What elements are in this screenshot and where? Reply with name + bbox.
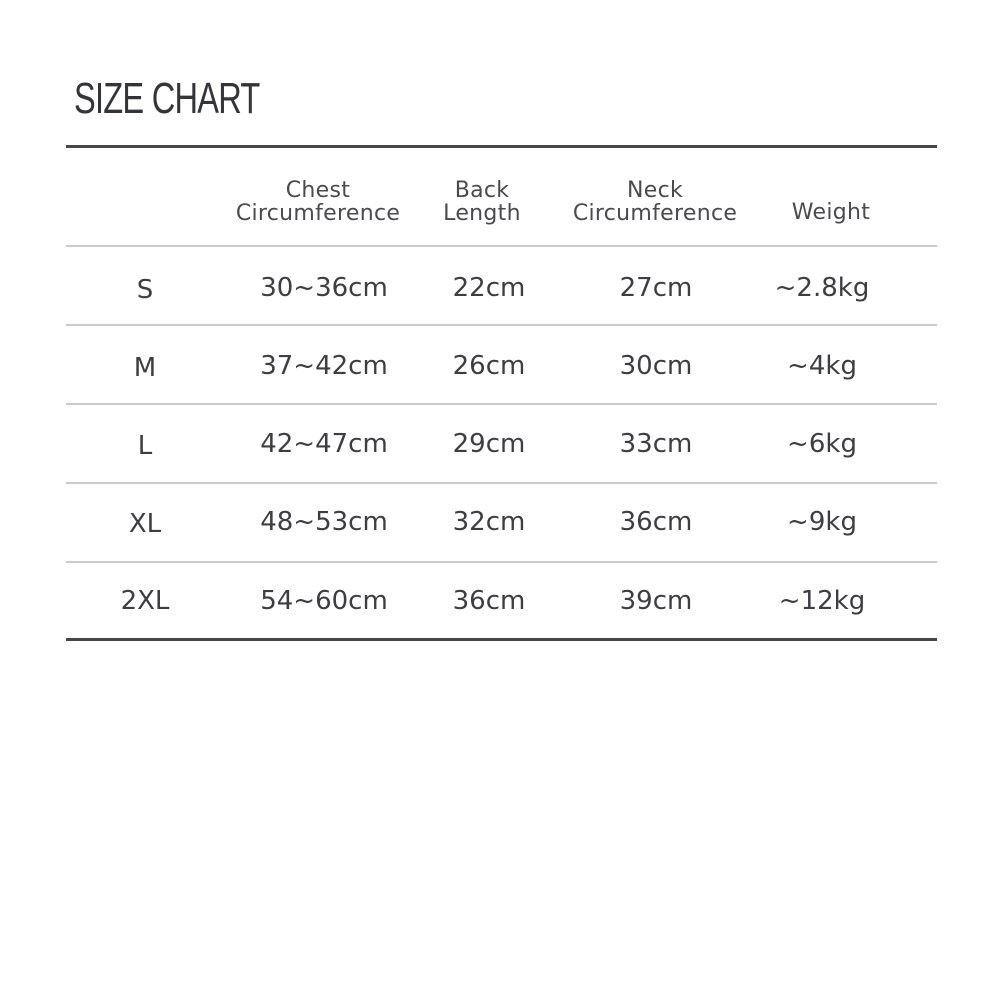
back-value-2xl: 36cm [452, 586, 526, 616]
header-neck-line-2: Circumference [572, 201, 738, 226]
neck-value-m: 30cm [619, 351, 693, 381]
neck-value-xl: 36cm [619, 507, 693, 537]
header-divider [66, 245, 937, 247]
weight-value-m: ~4kg [787, 351, 857, 381]
neck-value-2xl: 39cm [619, 586, 693, 616]
header-back-length [443, 179, 521, 225]
header-chest-line-1: Chest [285, 178, 351, 203]
size-label-s: S [136, 275, 154, 305]
weight-value-2xl: ~12kg [778, 586, 866, 616]
chest-value-xl: 48~53cm [260, 507, 388, 537]
header-chest [236, 179, 400, 225]
table-top-rule [66, 145, 937, 148]
chest-value-m: 37~42cm [260, 351, 388, 381]
chest-value-l: 42~47cm [260, 429, 388, 459]
table-bottom-rule [66, 638, 937, 641]
size-chart-table [66, 145, 937, 641]
weight-value-l: ~6kg [787, 429, 857, 459]
size-chart-title: SIZE CHART [74, 74, 260, 123]
neck-value-l: 33cm [619, 429, 693, 459]
size-label-xl: XL [128, 509, 162, 539]
header-back-line-1: Back [454, 178, 510, 203]
weight-value-xl: ~9kg [787, 507, 857, 537]
header-back-line-2: Length [443, 201, 521, 226]
size-label-2xl: 2XL [120, 586, 170, 616]
back-value-s: 22cm [452, 273, 526, 303]
header-weight [792, 201, 870, 224]
size-label-m: M [133, 353, 157, 383]
neck-value-s: 27cm [619, 273, 693, 303]
chest-value-2xl: 54~60cm [260, 586, 388, 616]
row-divider-1 [66, 324, 937, 326]
weight-value-s: ~2.8kg [774, 273, 870, 303]
chest-value-s: 30~36cm [260, 273, 388, 303]
row-divider-3 [66, 482, 937, 484]
header-weight-line-1: Weight [791, 200, 871, 225]
row-divider-4 [66, 561, 937, 563]
header-neck [573, 179, 737, 225]
header-neck-line-1: Neck [626, 178, 684, 203]
size-label-l: L [137, 431, 153, 461]
header-chest-line-2: Circumference [235, 201, 401, 226]
back-value-l: 29cm [452, 429, 526, 459]
back-value-m: 26cm [452, 351, 526, 381]
row-divider-2 [66, 403, 937, 405]
back-value-xl: 32cm [452, 507, 526, 537]
